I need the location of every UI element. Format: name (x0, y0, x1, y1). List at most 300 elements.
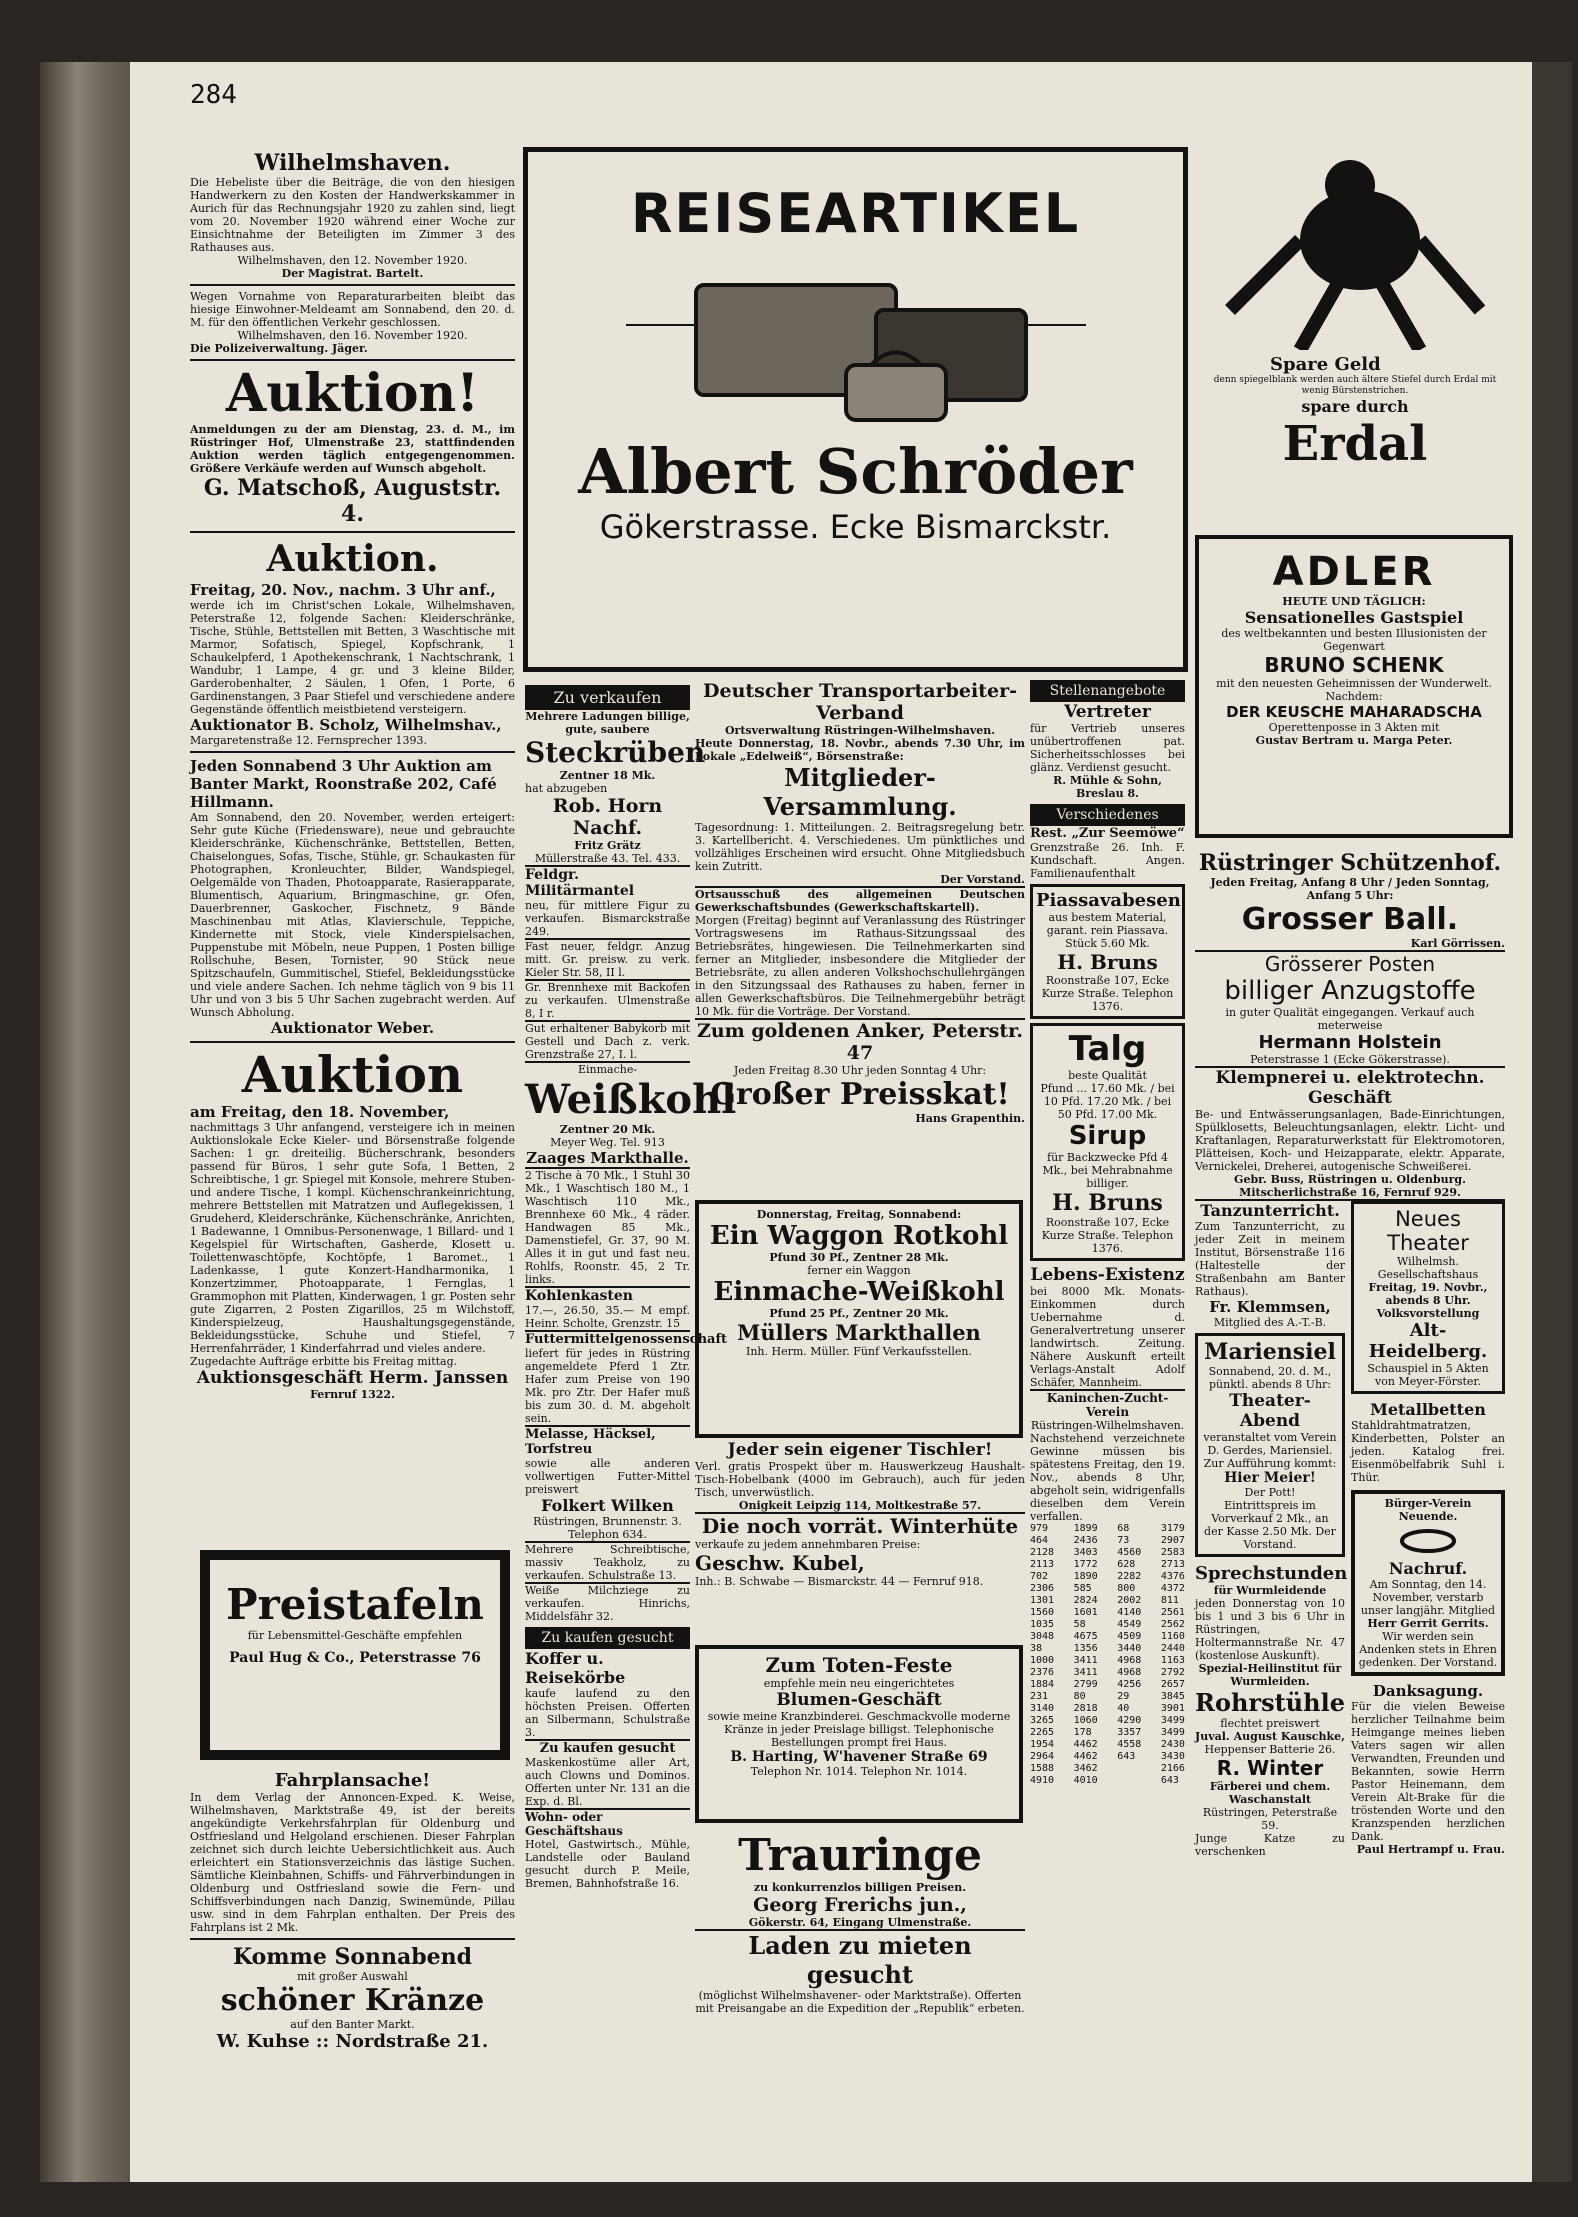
anzugstoffe: billiger Anzugstoffe (1224, 976, 1476, 1006)
auktion3-title: Auktion (241, 1045, 464, 1104)
koffer-text: kaufe laufend zu den höchsten Preisen. Offerten an Silbermann, Schulstraße 3. (525, 1687, 690, 1739)
lottery-number: 979 (1030, 1523, 1049, 1534)
babykorb: Gut erhaltener Babykorb mit Gestell und Dach z. verk. Grenzstraße 27, I. l. (525, 1022, 690, 1061)
bruns2-addr: Roonstraße 107, Ecke Kurze Straße. Telephon 1376. (1041, 1216, 1174, 1255)
klemp-text: Be- und Entwässerungsanlagen, Bade-Einrichtungen, Spülklosetts, Beleuchtungsanlagen, elektr. Licht- und Kraftanlagen, Reparaturwerkstatt für Elektromotoren, Plätteisen, Koch- und Heizapparate, elektr. Apparate, Vernickelei, Dreherei, autogenische Schweißerei. (1195, 1108, 1505, 1173)
lottery-number-column (1074, 1523, 1098, 1787)
lottery-number: 1588 (1030, 1763, 1055, 1774)
lottery-number: 1000 (1030, 1655, 1055, 1666)
metall-text: Stahldrahtmatratzen, Kinderbetten, Polster an jeden. Katalog frei. Eisenmöbelfabrik Suhl i. Thür. (1351, 1419, 1505, 1484)
lottery-number: 4290 (1117, 1715, 1142, 1726)
lottery-number: 4462 (1073, 1751, 1098, 1762)
lottery-number: 643 (1117, 1751, 1136, 1762)
gerrits: Herr Gerrit Gerrits. (1367, 1617, 1489, 1630)
toten-text2: sowie meine Kranzbinderei. Geschmackvolle moderne Kränze in jeder Preislage billigst. Telephonische Bestellungen prompt frei Haus. (707, 1710, 1011, 1749)
klemmsen: Fr. Klemmsen, (1209, 1298, 1331, 1316)
lottery-number: 1899 (1073, 1523, 1098, 1534)
lottery-number: 1160 (1160, 1631, 1185, 1642)
preisskat: Großer Preisskat! (710, 1077, 1010, 1112)
lottery-number-column (1161, 1523, 1185, 1787)
nachruf-text: Am Sonntag, den 14. November, verstarb unser langjähr. Mitglied (1360, 1578, 1496, 1617)
lottery-number: 2657 (1160, 1679, 1185, 1690)
erdal-line3: spare durch (1301, 397, 1409, 416)
ball-sign: Karl Görrissen. (1410, 937, 1505, 950)
transport: Deutscher Transportarbeiter-Verband (703, 680, 1017, 724)
ladungen: Mehrere Ladungen billige, gute, saubere (525, 710, 690, 736)
einmache-weisskohl: Einmache-Weißkohl (713, 1277, 1005, 1307)
mantel-text: neu, für mittlere Figur zu verkaufen. Bismarckstraße 249. (525, 899, 690, 938)
rohr: Rohrstühle (1195, 1688, 1345, 1717)
sirup: Sirup (1068, 1121, 1147, 1151)
versch-heading: Verschiedenes (1030, 804, 1185, 826)
seemoewe: Rest. „Zur Seemöwe“ (1030, 826, 1185, 841)
column-3-bottom (695, 1830, 1025, 2015)
column-1-bottom (190, 1770, 515, 2052)
lottery-number: 38 (1030, 1643, 1043, 1654)
toten-text: empfehle mein neu eingerichtetes (763, 1677, 955, 1690)
meier-text: Der Pott! (1244, 1486, 1296, 1499)
lottery-number: 3499 (1160, 1727, 1185, 1738)
neues-theater: Neues Theater (1387, 1207, 1469, 1255)
lottery-number: 3265 (1030, 1715, 1055, 1726)
sprech-text: jeden Donnerstag von 10 bis 1 und 3 bis 6 Uhr in Rüstringen, Holtermannstraße Nr. 47 (kostenlose Auskunft). (1195, 1597, 1345, 1662)
kranze-sign: W. Kuhse :: Nordstraße 21. (216, 2031, 489, 2052)
zuverkaufen-heading: Zu verkaufen (525, 685, 690, 710)
anzug-sub: in guter Qualität eingegangen. Verkauf auch meterweise (1225, 1006, 1475, 1032)
milchziege: Weiße Milchziege zu verkaufen. Hinrichs, Middelsfähr 32. (525, 1584, 690, 1623)
horn-sub: Fritz Grätz (574, 839, 641, 852)
bruns-addr: Roonstraße 107, Ecke Kurze Straße. Telephon 1376. (1041, 974, 1174, 1013)
schuetzen: Rüstringer Schützenhof. (1198, 850, 1502, 876)
lottery-number: 3462 (1073, 1763, 1098, 1774)
page-number: 284 (190, 80, 237, 110)
kranze-place: auf den Banter Markt. (290, 2018, 415, 2031)
tanz: Tanzunterricht. (1200, 1201, 1340, 1220)
horn: Rob. Horn Nachf. (552, 795, 663, 839)
column-4 (1030, 680, 1185, 1787)
lottery-number: 231 (1030, 1691, 1049, 1702)
notice-meldeamt: Wegen Vornahme von Reparaturarbeiten bleibt das hiesige Einwohner-Meldeamt am Sonnabend, den 20. d. M. für den öffentlichen Verkehr geschlossen. (190, 290, 515, 329)
lottery-number: 4256 (1117, 1679, 1142, 1690)
luggage-illustration (606, 255, 1106, 425)
lottery-number: 2964 (1030, 1751, 1055, 1762)
piassava-text: aus bestem Material, garant. rein Piassava. Stück 5.60 Mk. (1046, 911, 1169, 950)
kaninchen-text: Nachstehend verzeichnete Gewinne müssen bis spätestens Freitag, den 19. Nov., abends 8 Uhr, abgeholt sein, widrigenfalls dieselben dem Verein verfallen. (1030, 1432, 1185, 1523)
lottery-number: 1954 (1030, 1739, 1055, 1750)
wilhelmshaven-sign: Der Magistrat. Bartelt. (281, 267, 424, 280)
lottery-number: 4462 (1073, 1739, 1098, 1750)
column-2 (525, 685, 737, 1890)
lottery-number: 2818 (1073, 1703, 1098, 1714)
erdal-line2: denn spiegelblank werden auch ältere Stiefel durch Erdal mit wenig Bürstenstrichen. (1213, 375, 1497, 396)
weiss-price: Zentner 20 Mk. (559, 1123, 656, 1136)
muellers-sub: Inh. Herm. Müller. Fünf Verkaufsstellen. (745, 1345, 973, 1358)
jeden-sonnabend-sign: Auktionator Weber. (270, 1019, 435, 1037)
wilhelmshaven-heading: Wilhelmshaven. (254, 150, 451, 176)
holstein-addr: Peterstrasse 1 (Ecke Gökerstrasse). (1250, 1053, 1450, 1066)
zaages: Zaages Markthalle. (526, 1149, 689, 1167)
adler-show-sub: Operettenposse in 3 Akten mit (1268, 721, 1440, 734)
frerichs: Georg Frerichs jun., (753, 1894, 967, 1916)
adler-ad (1195, 535, 1513, 838)
jeden-sonnabend-text: Am Sonnabend, den 20. November, werden erteigert: Sehr gute Küche (Friedensware), neue und gebrauchte Kleiderschränke, Küchenschränke, Bettstellen, Betten, Chaiselongues, Sofas, Tische, Stühle, gr. Schaukasten für Photographen, Kronleuchter, Bilder, Wandspiegel, Oelgemälde von Thaden, Photoapparate, Rasierapparate, Blumentisch, Aquarium, Bringmaschine, gr. Ofen, Dauerbrenner, Gaskocher, Fischnetz, 9 Bände Maschinenbau mit Atlas, Klavierschule, Teppiche, Kindernette mit Stock, viele Kinderspielsachen, Puppenstube mit Möbeln, neue Puppen, 1 Posten billige Rollschuhe, Besen, Tornister, 90 Stück neue Spitzschaufeln, Gummitischel, Stiefel, Bekleidungsstücke und viele andere Sachen. Ich nehme täglich von 9 bis 11 Uhr und von 3 bis 5 Uhr Sachen zugebracht werden. Auf Wunsch Abholung. (190, 811, 515, 1019)
lottery-number: 1772 (1073, 1559, 1098, 1570)
auktion3-text: nachmittags 3 Uhr anfangend, versteigere ich in meinen Auktionslokale Ecke Kieler- und Börsenstraße folgende Sachen: 1 gr. dreiteilig. Bücherschrank, besonders passend für Büros, 1 sehr gute Sofa, 1 Betten, 2 Schreibtische, 1 gr. Spiegel mit Konsole, mehrere Stuben- und andere Tische, 1 kompl. Küchenschrankeinrichtung, mehrere Bettstellen mit Matratzen und Auflegekissen, 1 Grudeherd, Kleiderschränke, Küchenschränke, Anrichten, 1 Badewanne, 1 Omnibus-Personenwage, 1 Billard- und 1 Kegelspiel für Wirtschaften, Gasherde, Klosett u. Toilettenwaschtöpfe, Kochtöpfe, 1 Baromet., 1 Ladenkasse, 1 gute Konzert-Handharmonika, 1 Konzertzimmer, Photoapparate, 1 Fernglas, 1 Grammophon mit Platten, Kinderwagen, 1 gr. Posten sehr gute Zigarren, 2 Posten Zigarillos, 25 m Wilchstoff, Kinderspielzeug, Haushaltungsgegenstände, Bekleidungsstücke, Schuhe und Stiefel, 7 Herrenfahrräder, 1 Kinderfahrrad und vieles andere. (190, 1121, 515, 1355)
lottery-number: 3357 (1117, 1727, 1142, 1738)
zaages-text: 2 Tische à 70 Mk., 1 Stuhl 30 Mk., 1 Waschtisch 180 M., 1 Waschtisch 110 Mk., Brennhexe 60 Mk., 4 räder. Handwagen 85 Mk., Damenstiefel, Gr. 37, 90 M. Alles it in gut und fast neu. Rohlfs, Roonstr. 45, 2 Tr. links. (525, 1169, 690, 1286)
talg-prices: Pfund ... 17.60 Mk. / bei 10 Pfd. 17.20 Mk. / bei 50 Pfd. 17.00 Mk. (1040, 1082, 1175, 1121)
adler-desc: des weltbekannten und besten Illusionisten der Gegenwart (1221, 627, 1487, 653)
wilhelmshaven-text: Die Hebeliste über die Beiträge, die von den hiesigen Handwerkern zu den Kosten der Handwerkskammer in Aurich für das Rechnungsjahr 1920 zu zahlen sind, liegt vom 20. November 1920 während einer Woche zur Einsichtnahme der Beteiligten im Zimmer 3 des Rathauses aus. (190, 176, 515, 254)
spezial: Spezial-Heilinstitut für Wurmleiden. (1198, 1662, 1342, 1688)
lottery-number: 800 (1117, 1583, 1136, 1594)
lottery-number: 2128 (1030, 1547, 1055, 1558)
lottery-number: 4675 (1073, 1631, 1098, 1642)
lottery-number: 2792 (1160, 1667, 1185, 1678)
totenfeste: Zum Toten-Feste (765, 1653, 953, 1677)
totenfeste-ad (695, 1645, 1023, 1823)
heidel-sub: Schauspiel in 5 Akten von Meyer-Förster. (1367, 1362, 1489, 1388)
klemp-firm: Gebr. Buss, Rüstringen u. Oldenburg. Mitscherlichstraße 16, Fernruf 929. (1234, 1173, 1466, 1199)
lottery-number: 3140 (1030, 1703, 1055, 1714)
lottery-number: 2907 (1160, 1535, 1185, 1546)
auktion1-text: Anmeldungen zu der am Dienstag, 23. d. M., im Rüstringer Hof, Ulmenstraße 23, stattfindenden Auktion werden täglich entgegengenommen. Größere Verkäufe werden auf Wunsch abgeholt. (190, 423, 515, 475)
wilhelmshaven-date: Wilhelmshaven, den 12. November 1920. (237, 254, 468, 267)
kohlenkasten: Kohlenkasten (525, 1288, 633, 1304)
tischler-addr: Onigkeit Leipzig 114, Moltkestraße 57. (738, 1499, 982, 1512)
heidelberg: Alt-Heidelberg. (1368, 1320, 1488, 1362)
kranze-title: Komme Sonnabend (232, 1944, 473, 1970)
lottery-numbers (1030, 1523, 1185, 1787)
book-spine (40, 62, 132, 2182)
futter-text: liefert für jedes in Rüstring angemeldete Pferd 1 Ztr. Hafer zum Preise von 190 Mk. pro Ztr. Der Hafer muß bis zum 30. d. M. abgeholt sein. (525, 1347, 690, 1425)
adler-title: ADLER (1272, 549, 1436, 595)
lottery-number: 4910 (1030, 1775, 1055, 1786)
preistafeln-title: Preistafeln (226, 1580, 484, 1629)
jeden-sonnabend-title: Jeden Sonnabend 3 Uhr Auktion am Banter Markt, Roonstraße 202, Café Hillmann. (190, 757, 497, 811)
preistafeln-firm: Paul Hug & Co., Peterstrasse 76 (229, 1650, 481, 1666)
sprech: Sprechstunden (1195, 1563, 1348, 1584)
tischler-text: Verl. gratis Prospekt über m. Hauswerkzeug Haushalt-Tisch-Hobelbank (4000 im Gebrauch), auch für jeden Tisch, unverwüstlich. (695, 1460, 1025, 1499)
wohn: Wohn- oder Geschäftshaus (525, 1810, 623, 1838)
winter-sub: Färberei und chem. Waschanstalt (1209, 1780, 1331, 1806)
tischler: Jeder sein eigener Tischler! (727, 1440, 993, 1460)
ortsausschuss: Ortsausschuß des allgemeinen Deutschen Gewerkschaftsbundes (Gewerkschaftskartell). (695, 888, 1025, 914)
lottery-number: 702 (1030, 1571, 1049, 1582)
lottery-number: 58 (1073, 1619, 1086, 1630)
erdal-brand: Erdal (1282, 416, 1428, 472)
kranze-main: schöner Kränze (220, 1983, 485, 2018)
fahrplan-title: Fahrplansache! (274, 1770, 431, 1791)
trau-sub: zu konkurrenzlos billigen Preisen. (753, 1881, 967, 1894)
lottery-number: 3048 (1030, 1631, 1055, 1642)
auktion2-sign: Auktionator B. Scholz, Wilhelmshav., (190, 716, 502, 734)
top-edge (0, 0, 1578, 62)
melasse-text: sowie alle anderen vollwertigen Futter-Mittel preiswert (525, 1457, 690, 1496)
schreibtische: Mehrere Schreibtische, massiv Teakholz, zu verkaufen. Schulstraße 13. (525, 1543, 690, 1582)
column-3 (695, 680, 1025, 1125)
lebens-text: bei 8000 Mk. Monats-Einkommen durch Uebernahme d. Generalvertretung unserer landwirtsch. Zeitung. Nähere Auskunft erteilt Verlags-Anstalt Adolf Schäfer, Mannheim. (1030, 1285, 1185, 1389)
lottery-number: 1890 (1073, 1571, 1098, 1582)
lottery-number: 2265 (1030, 1727, 1055, 1738)
vertreter-firm: R. Mühle & Sohn, Breslau 8. (1053, 774, 1162, 800)
danksagung: Danksagung. (1372, 1682, 1484, 1700)
adler-name: BRUNO SCHENK (1264, 653, 1444, 677)
koffer: Koffer u. Reisekörbe (525, 1649, 626, 1687)
lebens: Lebens-Existenz (1030, 1265, 1185, 1285)
klemmsen-sub: Mitglied des A.-T.-B. (1213, 1316, 1327, 1329)
lottery-number: 2376 (1030, 1667, 1055, 1678)
blumen: Blumen-Geschäft (776, 1690, 942, 1710)
sprech-sub: für Wurmleidende (1213, 1584, 1327, 1597)
rohr-addr: Heppenser Batterie 26. (1204, 1743, 1336, 1756)
transport-sub: Ortsverwaltung Rüstringen-Wilhelmshaven. (724, 724, 996, 737)
marien-text: Sonnabend, 20. d. M., pünktl. abends 8 Uhr: (1208, 1365, 1332, 1391)
adler-neu: mit den neuesten Geheimnissen der Wunderwelt. Nachdem: (1216, 677, 1492, 703)
waggon: Ein Waggon Rotkohl (709, 1221, 1009, 1251)
neues-sub: Wilhelmsh. Gesellschaftshaus (1377, 1255, 1479, 1281)
lottery-number: 4558 (1117, 1739, 1142, 1750)
waggon-price: Pfund 30 Pf., Zentner 28 Mk. (769, 1251, 949, 1264)
frog-illustration (1210, 150, 1500, 350)
lottery-number: 1301 (1030, 1595, 1055, 1606)
masken: Maskenkostüme aller Art, auch Clowns und Dominos. Offerten unter Nr. 131 an die Exp. d. Bl. (525, 1756, 690, 1808)
theater: Theater-Abend (1229, 1391, 1311, 1431)
lottery-number: 3440 (1117, 1643, 1142, 1654)
transport-vorstand: Der Vorstand. (940, 873, 1025, 886)
lottery-number: 73 (1117, 1535, 1130, 1546)
kaninchen: Kaninchen-Zucht-Verein (1046, 1391, 1169, 1419)
waggon-days: Donnerstag, Freitag, Sonnabend: (756, 1208, 962, 1221)
anker-sign: Hans Grapenthin. (915, 1112, 1025, 1125)
anzug-head: Grösserer Posten (1264, 952, 1436, 976)
rohr-name: Juval. August Kauschke, (1195, 1730, 1345, 1743)
notice-meldeamt-date: Wilhelmshaven, den 16. November 1920. (237, 329, 468, 342)
frerichs-addr: Gökerstr. 64, Eingang Ulmenstraße. (748, 1916, 972, 1929)
laden-text: (möglichst Wilhelmshavener- oder Marktstraße). Offerten mit Preisangabe an die Expedition der „Republik“ erbeten. (695, 1989, 1025, 2015)
auktion1-sign: G. Matschoß, Auguststr. 4. (203, 475, 502, 527)
lottery-number: 3411 (1073, 1655, 1098, 1666)
holstein: Hermann Holstein (1258, 1032, 1442, 1053)
preistafeln-ad (200, 1550, 510, 1760)
lottery-number: 3403 (1073, 1547, 1098, 1558)
tanz-text: Zum Tanzunterricht, zu jeder Zeit in meinem Institut, Börsenstraße 116 (Haltestelle der Straßenbahn am Banter Rathaus). (1195, 1220, 1345, 1298)
adler-show: DER KEUSCHE MAHARADSCHA (1226, 703, 1482, 721)
lottery-number: 4010 (1073, 1775, 1098, 1786)
klempnerei: Klempnerei u. elektrotechn. Geschäft (1215, 1068, 1485, 1108)
lottery-number: 3499 (1160, 1715, 1185, 1726)
buerger-verein: Bürger-Verein Neuende. (1384, 1497, 1472, 1523)
wreath-icon (1398, 1526, 1458, 1556)
vertreter: Vertreter (1064, 702, 1151, 722)
lottery-number: 178 (1073, 1727, 1092, 1738)
muellers: Müllers Markthallen (737, 1320, 981, 1345)
lottery-number: 40 (1117, 1703, 1130, 1714)
lottery-number: 4968 (1117, 1667, 1142, 1678)
right-edge (1532, 62, 1572, 2182)
auktion3-note: Zugedachte Aufträge erbitte bis Freitag mittag. (190, 1355, 458, 1368)
rohr-sub: flechtet preiswert (1220, 1717, 1320, 1730)
lottery-number: 80 (1073, 1691, 1086, 1702)
harting: B. Harting, W'havener Straße 69 (730, 1749, 988, 1765)
winter: R. Winter (1216, 1756, 1324, 1780)
lottery-number: 2561 (1160, 1607, 1185, 1618)
wilken-addr: Rüstringen, Brunnenstr. 3. Telephon 634. (533, 1515, 682, 1541)
lottery-number: 2562 (1160, 1619, 1185, 1630)
lottery-number: 3430 (1160, 1751, 1185, 1762)
lottery-number: 2799 (1073, 1679, 1098, 1690)
lottery-number: 3179 (1160, 1523, 1185, 1534)
talg: Talg (1068, 1029, 1147, 1069)
versammlung: Mitglieder-Versammlung. (763, 763, 957, 821)
kubel: Geschw. Kubel, (695, 1551, 865, 1575)
lottery-number-column (1117, 1523, 1141, 1787)
seemoewe-text: Grenzstraße 26. Inh. F. Kundschaft. Angen. Familienaufenthalt (1030, 841, 1185, 880)
weiss-sub: Einmache- (577, 1063, 638, 1076)
lottery-number-column (1030, 1523, 1054, 1787)
nachruf: Nachruf. (1388, 1559, 1468, 1578)
auktion1-title: Auktion! (225, 363, 480, 424)
horn-addr: Müllerstraße 43. Tel. 433. (534, 852, 681, 865)
ortsausschuss-text: Morgen (Freitag) beginnt auf Veranlassung des Rüstringer Vortragswesens im Rathaus-Sitzungssaal des Betriebsrätes, hingewiesen. Die Teilnehmerkarten sind ferner an Mitglieder, insbesondere die Mitglieder der Betriebsräte, zu allen anderen Volkshochschullehrgängen in den Sitzungssaal des Rathauses zu haben, ferner in allen Gewerkschaftsbüros. Die Teilnehmergebühr beträgt 10 Mk. für die Vorträge. Der Vorstand. (695, 914, 1025, 1018)
schuetzen-sub: Jeden Freitag, Anfang 8 Uhr / Jeden Sonntag, Anfang 5 Uhr: (1210, 876, 1490, 902)
lottery-number: 2583 (1160, 1547, 1185, 1558)
lottery-number: 1601 (1073, 1607, 1098, 1618)
lottery-number: 4968 (1117, 1655, 1142, 1666)
reise-addr: Gökerstrasse. Ecke Bismarckstr. (599, 508, 1112, 546)
auktion2-title: Auktion. (266, 538, 439, 580)
lottery-number: 2713 (1160, 1559, 1185, 1570)
marienfiel: Mariensiel (1204, 1339, 1336, 1365)
lottery-number: 464 (1030, 1535, 1049, 1546)
harting-tel: Telephon Nr. 1014. Telephon Nr. 1014. (750, 1765, 968, 1778)
dank-text: Für die vielen Beweise herzlicher Teilnahme beim Heimgange meines lieben Vaters sagen wir allen Verwandten, Freunden und Bekannten, sowie Herrn Pastor Heinemann, dem Verein Alt-Brake für die tröstenden Worte und den Kranzspenden herzlichen Dank. (1351, 1700, 1505, 1843)
lottery-number: 2306 (1030, 1583, 1055, 1594)
zukaufen-heading: Zu kaufen gesucht (525, 1627, 690, 1649)
neues-vorst: Volksvorstellung (1376, 1307, 1480, 1320)
winter-text: verkaufe zu jedem annehmbaren Preise: (695, 1538, 921, 1551)
zukaufen2: Zu kaufen gesucht (539, 1741, 676, 1756)
lottery-number: 1060 (1073, 1715, 1098, 1726)
mantel: Feldgr. Militärmantel (525, 867, 635, 899)
auktion3-phone: Fernruf 1322. (310, 1388, 395, 1401)
column-3-mid (695, 1440, 1025, 1588)
reise-firm: Albert Schröder (578, 435, 1133, 508)
lottery-number: 1356 (1073, 1643, 1098, 1654)
auktion3-sign: Auktionsgeschäft Herm. Janssen (196, 1368, 509, 1388)
waggon-ad (695, 1200, 1023, 1438)
reiseartikel-ad (523, 147, 1188, 672)
nachruf-end: Wir werden sein Andenken stets in Ehren gedenken. Der Vorstand. (1358, 1630, 1498, 1669)
fahrplan-text: In dem Verlag der Annoncen-Exped. K. Weise, Wilhelmshaven, Marktstraße 49, ist der bereits angekündigte Verkehrsfahrplan für Oldenburg und Ostfriesland und Helgoland erschienen. Dieser Fahrplan zeichnet sich durch leichte Uebersichtlichkeit aus. Auch erleichtert ein Stationsverzeichnis das lästige Suchen. Sämtliche Kleinbahnen, Schiffs- und Fährverbindungen in Oldenburg und Ostfriesland sowie die Fern- und Schiffsverbindungen nach Danzig, Swinemünde, Pillau usw. sind in dem Fahrplan enthalten. Der Preis des Fahrplans ist 2 Mk. (190, 1791, 515, 1934)
bruns: H. Bruns (1057, 950, 1158, 974)
stellen-heading: Stellenangebote (1030, 680, 1185, 702)
lottery-number: 4509 (1117, 1631, 1142, 1642)
neues-date: Freitag, 19. Novbr., abends 8 Uhr. (1368, 1281, 1488, 1307)
erdal-line1: Spare Geld (1270, 354, 1381, 375)
wohn-text: Hotel, Gastwirtsch., Mühle, Landstelle oder Bauland gesucht durch P. Meile, Bremen, Bahnhofstraße 16. (525, 1838, 690, 1890)
column-1 (190, 150, 515, 1401)
theater-text: veranstaltet vom Verein D. Gerdes, Mariensiel. Zur Aufführung kommt: (1203, 1431, 1337, 1470)
erdal-ad (1210, 150, 1500, 520)
transport-text: Heute Donnerstag, 18. Novbr., abends 7.30 Uhr, im Lokale „Edelweiß“, Börsenstraße: (695, 737, 1025, 763)
einmache-price: Pfund 25 Pf., Zentner 20 Mk. (769, 1307, 949, 1320)
lottery-number: 4372 (1160, 1583, 1185, 1594)
steckrueben: Steckrüben (525, 736, 706, 769)
lottery-number: 1163 (1160, 1655, 1185, 1666)
metallbetten: Metallbetten (1370, 1400, 1486, 1419)
kubel-addr: Inh.: B. Schwabe — Bismarckstr. 44 — Fernruf 918. (695, 1575, 984, 1588)
anker-sub: Jeden Freitag 8.30 Uhr jeden Sonntag 4 Uhr: (733, 1064, 987, 1077)
eintritt: Eintrittspreis im Vorverkauf 2 Mk., an der Kasse 2.50 Mk. Der Vorstand. (1204, 1499, 1336, 1551)
steck-price: Zentner 18 Mk. (559, 769, 656, 782)
weiss-addr: Meyer Weg. Tel. 913 (550, 1136, 665, 1149)
steck-note: hat abzugeben (525, 782, 608, 795)
lottery-number: 3411 (1073, 1667, 1098, 1678)
futter: Futtermittelgenossenschaft (525, 1332, 728, 1347)
lottery-number: 68 (1117, 1523, 1130, 1534)
auktion2-text: werde ich im Christ'schen Lokale, Wilhelmshaven, Peterstraße 12, folgende Sachen: Kleiderschränke, Tische, Stühle, Bettstellen mit Betten, 3 Waschtische mit Marmor, Sofatisch, Spiegel, Kopfschrank, 1 Schaukelpferd, 1 Apothekenschrank, 1 Nachtschrank, 1 Wandubr, 1 Lampe, 4 gr. und 3 kleine Bilder, Garderobenhalter, 2 Säulen, 1 Ofen, 1 Porte, 6 Gardinenstangen, 3 Paar Stiefel und verschiedene andere Gegenstände öffentlich meistbietend versteigern. (190, 599, 515, 716)
lottery-number: 4140 (1117, 1607, 1142, 1618)
sirup-text: für Backzwecke Pfd 4 Mk., bei Mehrabnahme billiger. (1042, 1151, 1173, 1190)
anker: Zum goldenen Anker, Peterstr. 47 (696, 1020, 1024, 1064)
notice-meldeamt-sign: Die Polizeiverwaltung. Jäger. (190, 342, 368, 355)
adler-sub: HEUTE UND TÄGLICH: (1282, 595, 1426, 608)
column-5 (1195, 850, 1505, 1858)
lottery-number: 3845 (1160, 1691, 1185, 1702)
kohlen-text: 17.—, 26.50, 35.— M empf. Heinr. Scholte, Grenzstr. 15 (525, 1304, 690, 1330)
preistafeln-sub: für Lebensmittel-Geschäfte empfehlen (247, 1629, 463, 1642)
lottery-number: 643 (1160, 1775, 1179, 1786)
trauringe: Trauringe (738, 1830, 982, 1881)
lottery-number: 2282 (1117, 1571, 1142, 1582)
laden: Laden zu mieten gesucht (748, 1931, 972, 1989)
lottery-number: 2113 (1030, 1559, 1055, 1570)
auktion2-sub: Freitag, 20. Nov., nachm. 3 Uhr anf., (190, 581, 496, 599)
lottery-number: 1560 (1030, 1607, 1055, 1618)
tagesordnung: Tagesordnung: 1. Mitteilungen. 2. Beitragsregelung betr. 3. Kartellbericht. 4. Verschiedenes. Um pünktliches und vollzähliges Erscheinen wird ersucht. Ohne Mitgliedsbuch kein Zutritt. (695, 821, 1025, 873)
lottery-number: 628 (1117, 1559, 1136, 1570)
weisskohl: Weißkohl (525, 1076, 737, 1123)
kranze-sub: mit großer Auswahl (297, 1970, 408, 1983)
lottery-number: 811 (1160, 1595, 1179, 1606)
katze: Junge Katze zu verschenken (1195, 1832, 1345, 1858)
lottery-number: 585 (1073, 1583, 1092, 1594)
lottery-number: 2430 (1160, 1739, 1185, 1750)
bruns2: H. Bruns (1052, 1190, 1163, 1216)
vertreter-text: für Vertrieb unseres unübertroffenen pat. Sicherheitsschlosses bei glänz. Verdienst gesucht. (1030, 722, 1185, 774)
lottery-number: 2824 (1073, 1595, 1098, 1606)
lottery-number: 4549 (1117, 1619, 1142, 1630)
lottery-number: 2002 (1117, 1595, 1142, 1606)
dank-sign: Paul Hertrampf u. Frau. (1356, 1843, 1505, 1856)
melasse: Melasse, Häcksel, Torfstreu (525, 1427, 656, 1457)
lottery-number: 4560 (1117, 1547, 1142, 1558)
lottery-number: 29 (1117, 1691, 1130, 1702)
talg-text: beste Qualität (1068, 1069, 1147, 1082)
brennhexe: Gr. Brennhexe mit Backofen zu verkaufen. Ulmenstraße 8, I r. (525, 981, 690, 1020)
adler-cast: Gustav Bertram u. Marga Peter. (1255, 734, 1453, 747)
adler-gastspiel: Sensationelles Gastspiel (1244, 608, 1464, 627)
lottery-number: 3901 (1160, 1703, 1185, 1714)
reise-title: REISEARTIKEL (630, 182, 1081, 245)
lottery-number: 2166 (1160, 1763, 1185, 1774)
auktion3-sub: am Freitag, den 18. November, (190, 1103, 450, 1121)
winterhuete: Die noch vorrät. Winterhüte (701, 1514, 1019, 1538)
waggon-ferner: ferner ein Waggon (807, 1264, 911, 1277)
lottery-number: 4376 (1160, 1571, 1185, 1582)
lottery-number: 1884 (1030, 1679, 1055, 1690)
